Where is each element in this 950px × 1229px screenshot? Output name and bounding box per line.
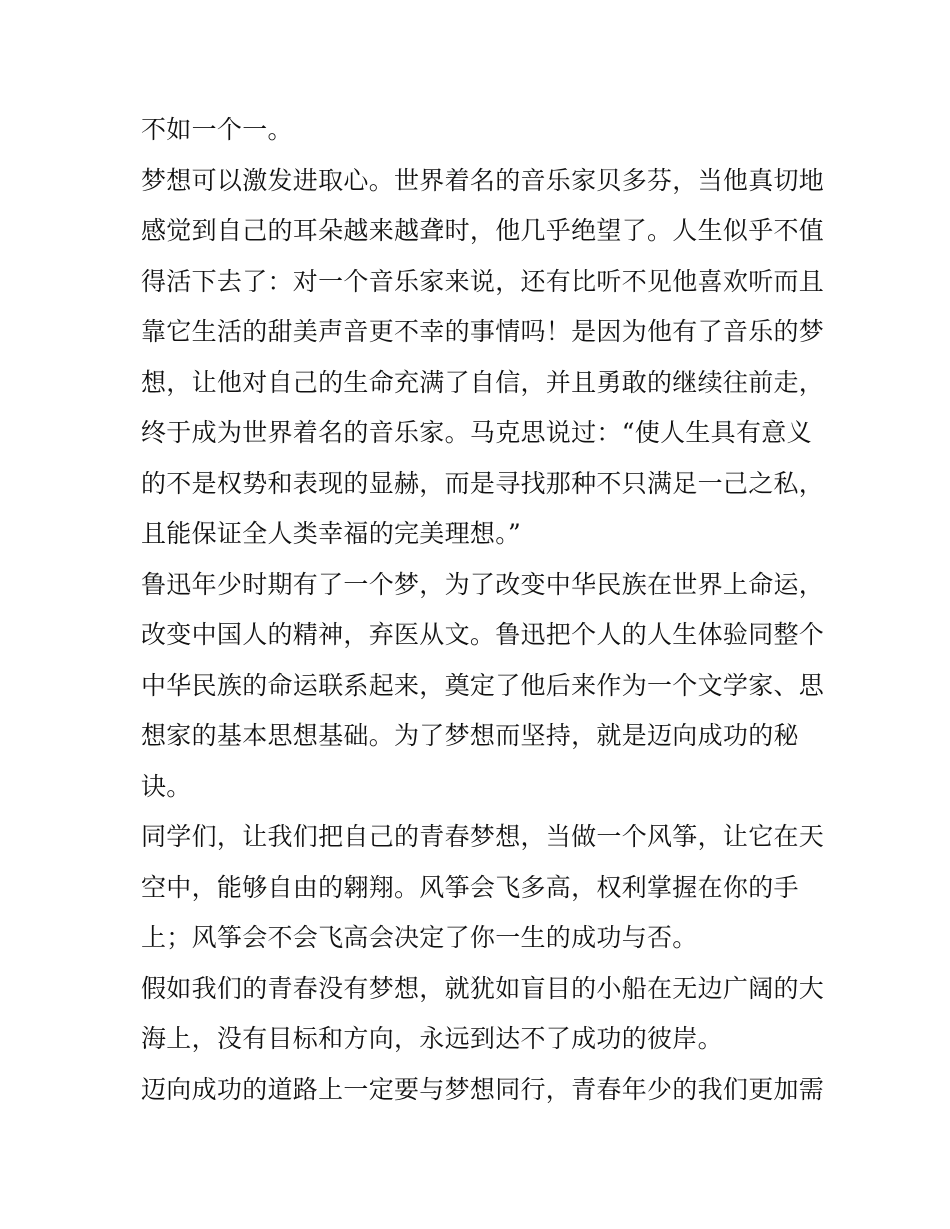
text-line: 鲁迅年少时期有了一个梦，为了改变中华民族在世界上命运， (141, 569, 825, 599)
text-line: 想，让他对自己的生命充满了自信，并且勇敢的继续往前走， (141, 367, 825, 397)
text-line: 同学们，让我们把自己的青春梦想，当做一个风筝，让它在天 (141, 822, 825, 851)
text-line: 的不是权势和表现的显赫，而是寻找那种不只满足一己之私， (141, 468, 825, 498)
text-line: 上；风筝会不会飞高会决定了你一生的成功与否。 (141, 923, 698, 952)
text-line: 感觉到自己的耳朵越来越聋时，他几乎绝望了。人生似乎不值 (141, 216, 825, 245)
text-line: 得活下去了：对一个音乐家来说，还有比听不见他喜欢听而且 (141, 266, 825, 296)
text-line: 空中，能够自由的翱翔。风筝会飞多高，权利掌握在你的手 (141, 872, 799, 902)
text-line: 迈向成功的道路上一定要与梦想同行，青春年少的我们更加需 (141, 1074, 825, 1104)
document-body (141, 105, 825, 1115)
text-line: 海上，没有目标和方向，永远到达不了成功的彼岸。 (141, 1024, 723, 1053)
text-line: 中华民族的命运联系起来，奠定了他后来作为一个文学家、思 (141, 670, 825, 700)
text-line: 且能保证全人类幸福的完美理想。” (141, 519, 522, 548)
text-line: 靠它生活的甜美声音更不幸的事情吗！是因为他有了音乐的梦 (141, 317, 825, 346)
text-line: 想家的基本思想基础。为了梦想而坚持，就是迈向成功的秘 (141, 721, 799, 750)
text-line: 梦想可以激发进取心。世界着名的音乐家贝多芬，当他真切地 (141, 165, 825, 195)
text-line: 假如我们的青春没有梦想，就犹如盲目的小船在无边广阔的大 (141, 973, 825, 1003)
text-line: 诀。 (141, 771, 192, 801)
text-line: 改变中国人的精神，弃医从文。鲁迅把个人的人生体验同整个 (141, 620, 825, 649)
text-line: 不如一个一。 (141, 115, 293, 144)
text-line: 终于成为世界着名的音乐家。马克思说过：“使人生具有意义 (141, 418, 812, 447)
